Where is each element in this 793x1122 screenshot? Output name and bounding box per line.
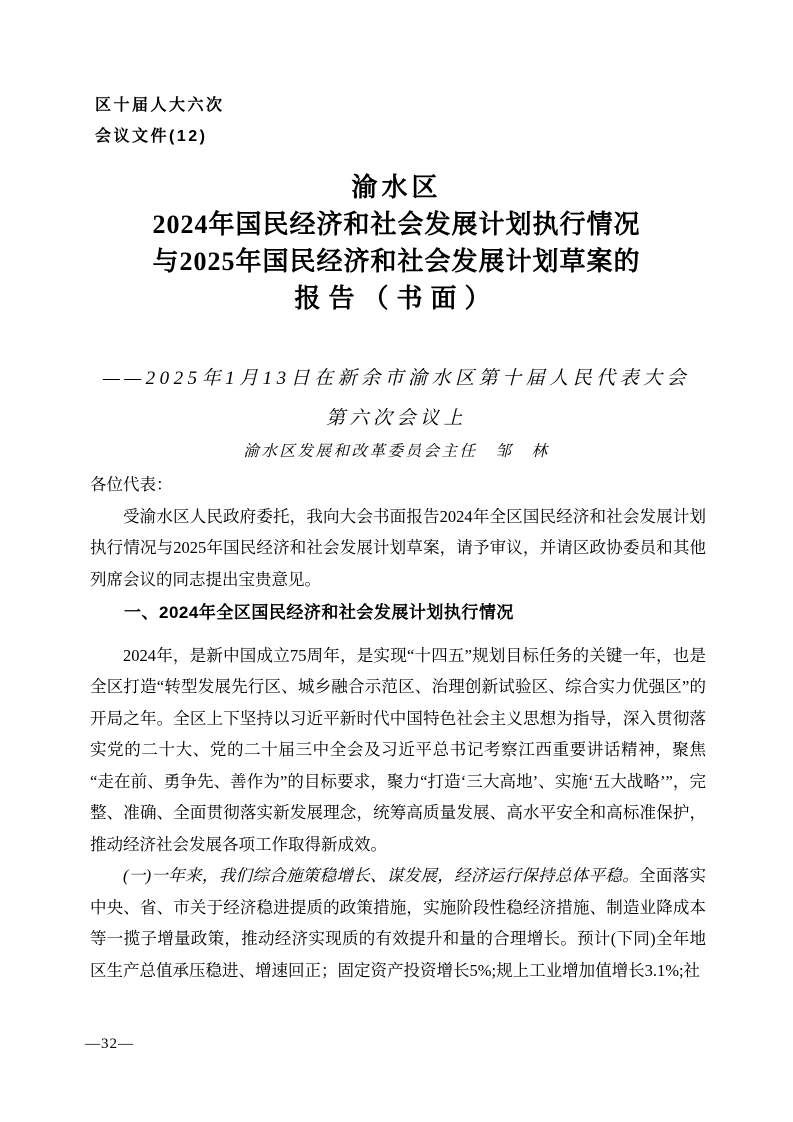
meeting-session-line: 区十届人大六次 [95, 97, 225, 114]
title-district-line: 渝水区 [351, 173, 442, 202]
page-number: —32— [85, 1036, 134, 1052]
speaker-byline: 渝水区发展和改革委员会主任 邹 林 [243, 443, 550, 460]
dateline-subtitle [0, 359, 793, 439]
dateline-line1: ——2025年1月13日在新余市渝水区第十届人民代表大会 [102, 368, 691, 389]
meeting-document-label [95, 90, 225, 152]
document-title [0, 169, 793, 317]
salutation: 各位代表： [90, 475, 173, 494]
title-report-written-line: 报告（书面） [294, 284, 499, 313]
dateline-line2: 第六次会议上 [325, 408, 467, 429]
title-line-2025-draft: 与2025年国民经济和社会发展计划草案的 [152, 247, 641, 276]
title-line-2024-plan: 2024年国民经济和社会发展计划执行情况 [152, 210, 641, 239]
document-body [90, 469, 706, 986]
economy-paragraph-rest: 全面落实中央、省、市关于经济稳进提质的政策措施，实施阶段性稳经济措施、制造业降成本等一揽子增量政策，推动经济实现质的有效提升和量的合理增长。预计(下同)全年地区生产总值承压稳进、增速回正；固定资产投资增长5%;规上工业增加值增长3.1%;社 [90, 866, 706, 980]
economy-paragraph-lead: (一)一年来，我们综合施策稳增长、谋发展，经济运行保持总体平稳。 [123, 866, 640, 885]
economy-paragraph [90, 860, 706, 986]
section-1-heading: 一、2024年全区国民经济和社会发展计划执行情况 [124, 603, 514, 622]
document-number-line: 会议文件(12) [95, 128, 208, 145]
intro-paragraph: 受渝水区人民政府委托，我向大会书面报告2024年全区国民经济和社会发展计划执行情况与2025年国民经济和社会发展计划草案，请予审议，并请区政协委员和其他列席会议的同志提出宝贵意见。 [90, 506, 706, 589]
overview-paragraph: 2024年，是新中国成立75周年，是实现“十四五”规划目标任务的关键一年，也是全区打造“转型发展先行区、城乡融合示范区、治理创新试验区、综合实力优强区”的开局之年。全区上下坚持以习近平新时代中国特色社会主义思想为指导，深入贯彻落实党的二十大、党的二十届三中全会及习近平总书记考察江西重要讲话精神，聚焦“走在前、勇争先、善作为”的目标要求，聚力“打造‘三大高地’、实施‘五大战略’”，完整、准确、全面贯彻落实新发展理念，统筹高质量发展、高水平安全和高标准保护，推动经济社会发展各项工作取得新成效。 [90, 645, 706, 854]
